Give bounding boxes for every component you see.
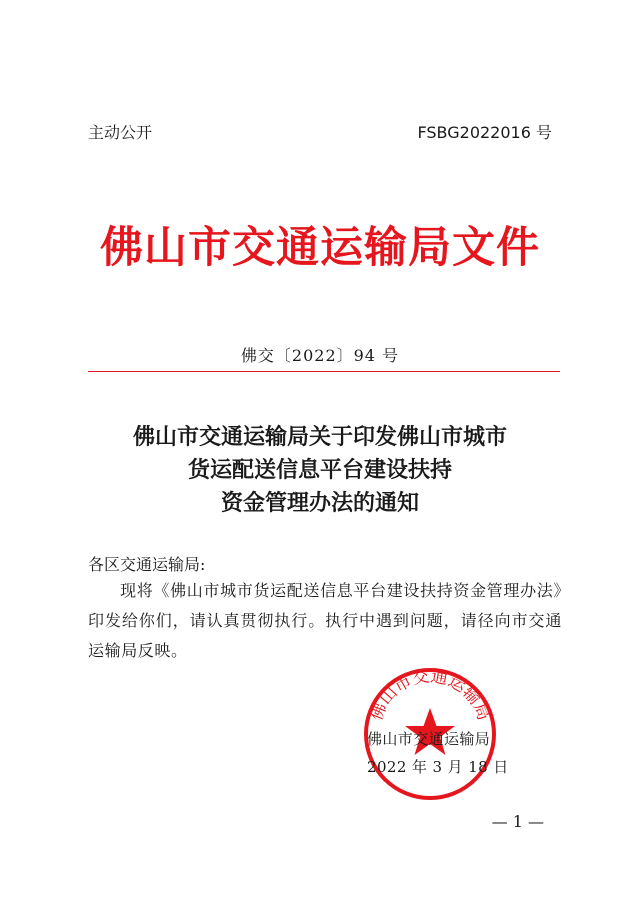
salutation: 各区交通运输局: [88,555,206,574]
page-number: — 1 — [491,812,544,831]
red-divider [88,371,560,372]
disclosure-label: 主动公开 [88,123,153,142]
seal-text: 佛山市交通运输局 [366,666,494,724]
signature-date: 2022 年 3 月 18 日 [367,758,509,776]
signature-issuer: 佛山市交通运输局 [367,730,491,748]
issuance-number: 佛交〔2022〕94 号 [240,346,400,365]
title-line: 佛山市交通运输局关于印发佛山市城市 [132,424,507,450]
document-code: FSBG2022016 号 [417,123,552,142]
title-line: 资金管理办法的通知 [220,490,419,516]
body-text: 现将《佛山市城市货运配送信息平台建设扶持资金管理办法》印发给你们，请认真贯彻执行。执行中遇到问题，请径向市交通运输局反映。 [88,581,562,660]
title-line: 货运配送信息平台建设扶持 [187,457,452,483]
issuer-header: 佛山市交通运输局文件 [100,223,540,273]
body-paragraph [88,576,562,666]
document-title [0,421,640,520]
